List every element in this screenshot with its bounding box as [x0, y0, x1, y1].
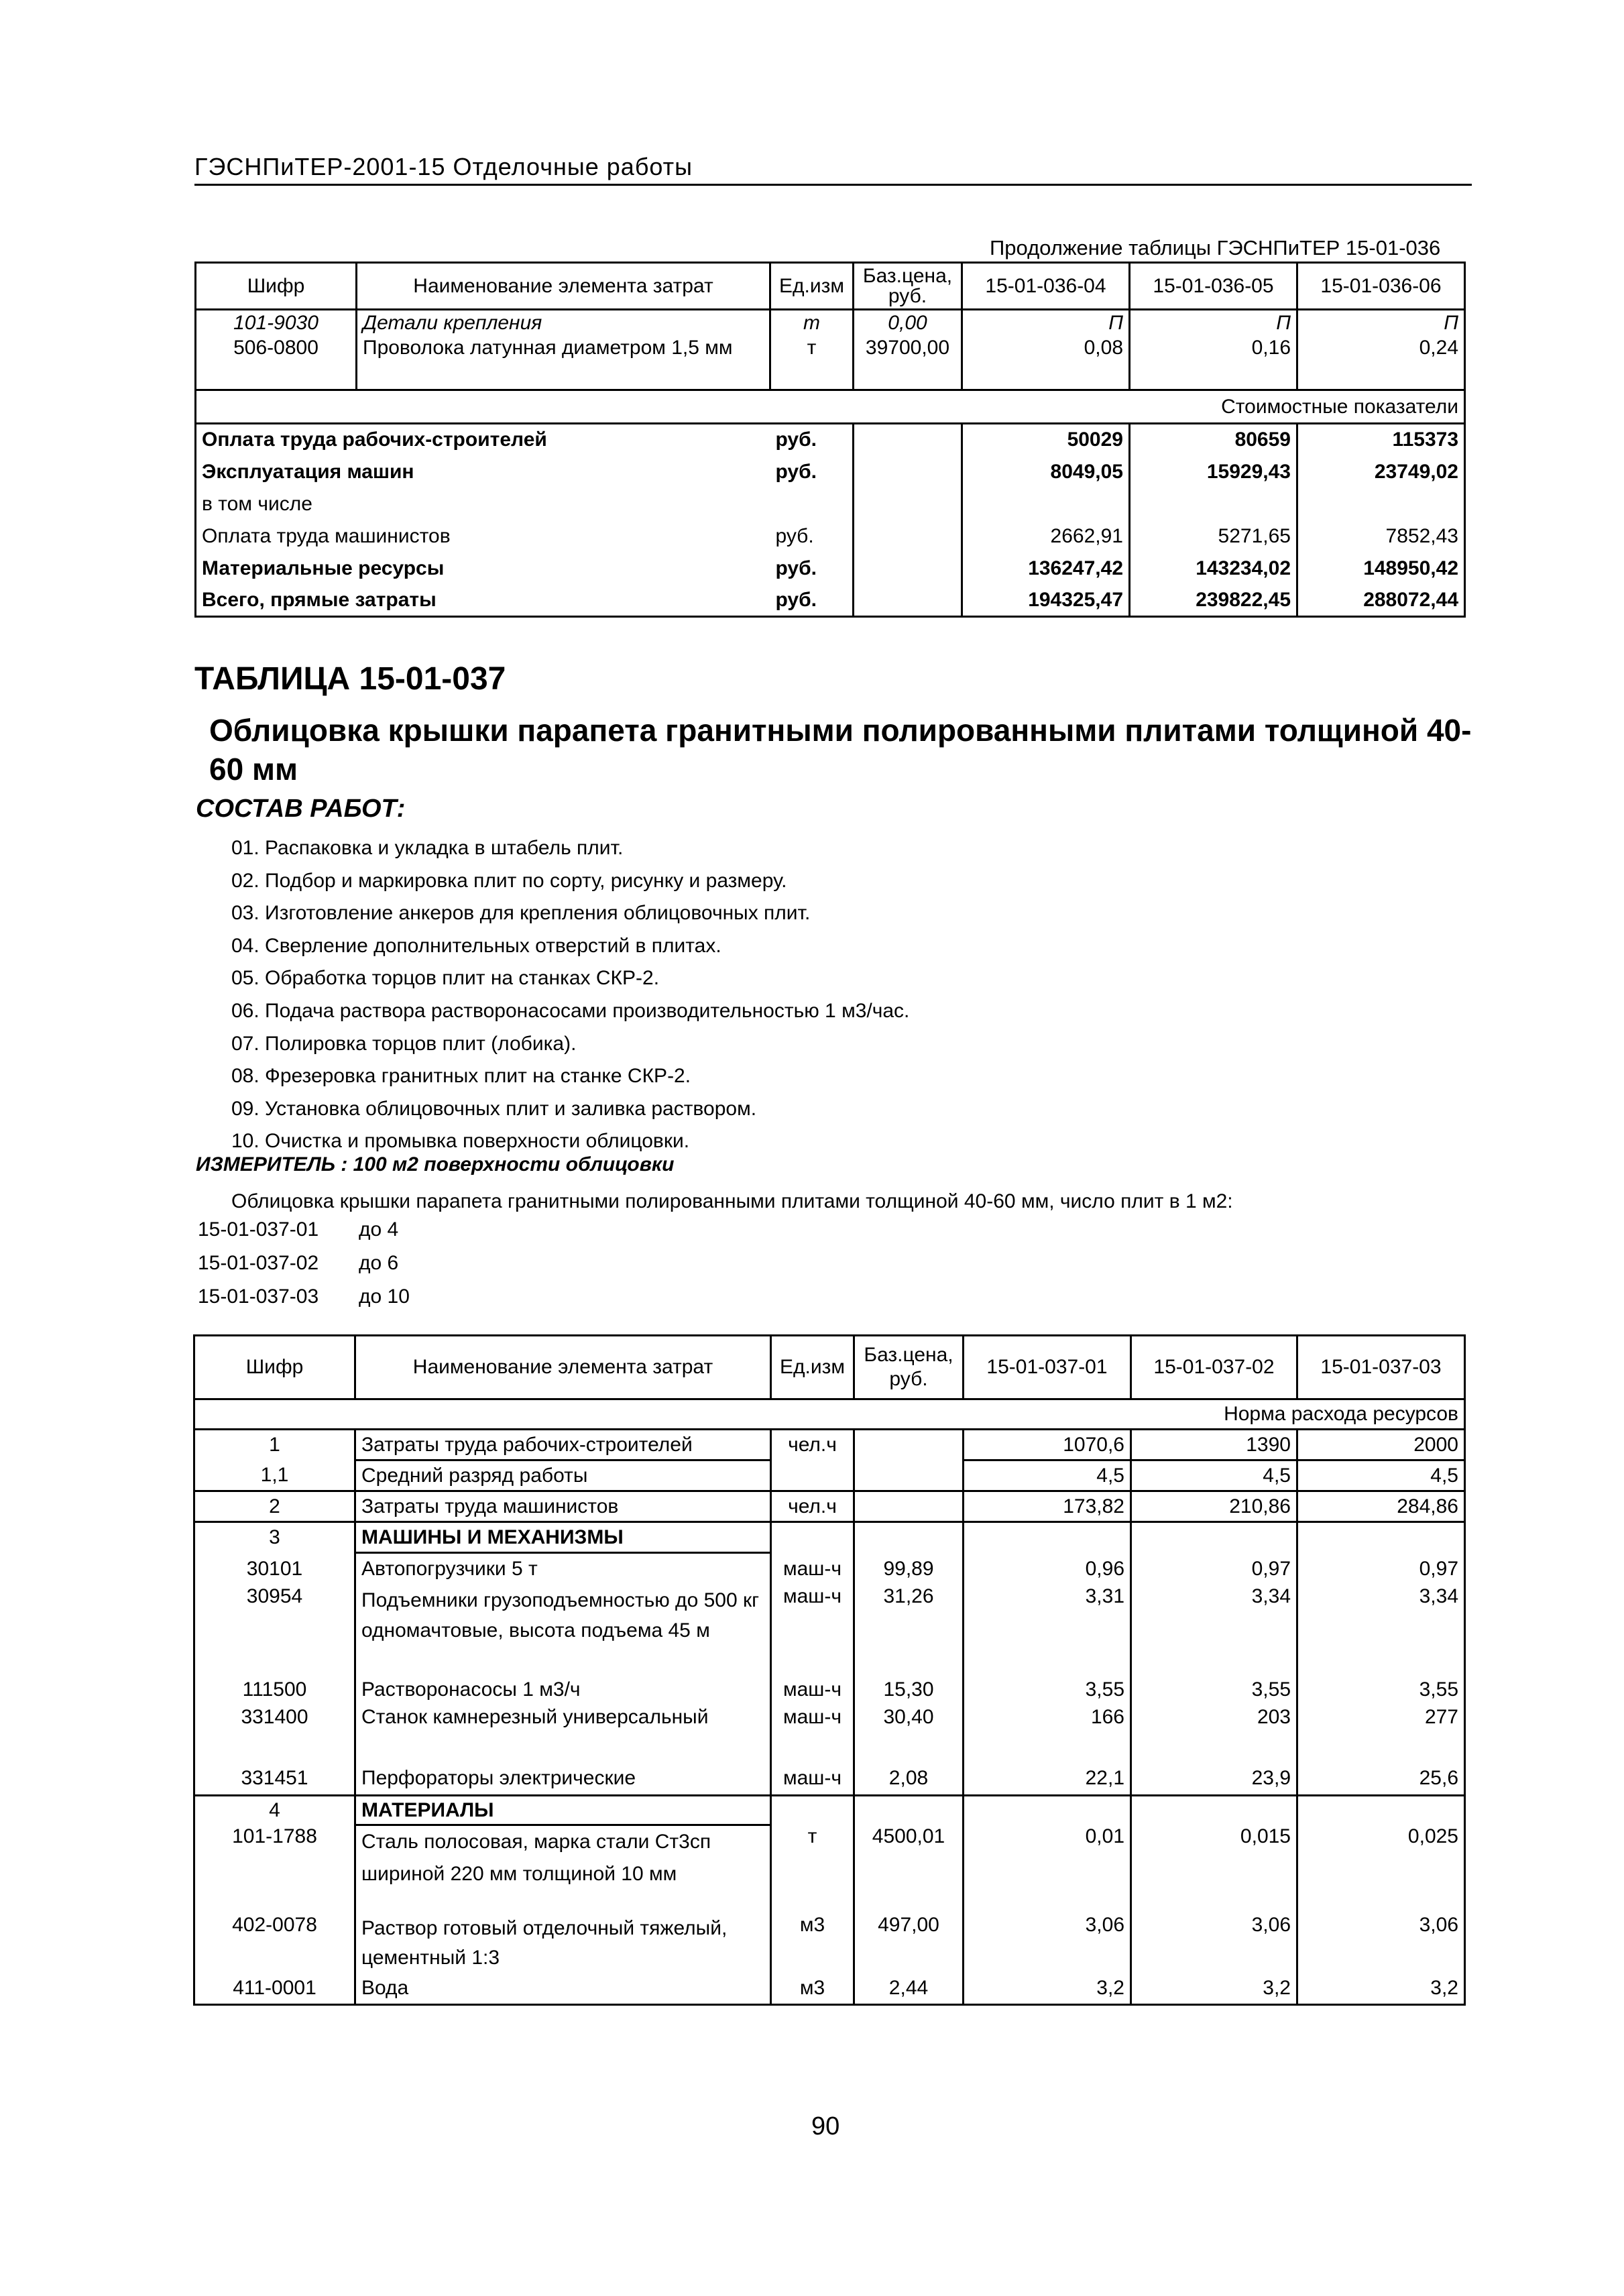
work-composition-label: СОСТАВ РАБОТ: [196, 795, 406, 823]
resource-name: Детали крепления [357, 310, 770, 337]
cost-name: в том числе [196, 488, 770, 520]
resource-unit: маш-ч [771, 1674, 854, 1706]
resource-name: Вода [355, 1973, 771, 2005]
resource-name: Затраты труда рабочих-строителей [355, 1430, 771, 1460]
resource-code: 331400 [194, 1706, 355, 1762]
list-item: 04. Сверление дополнительных отверстий в плитах. [231, 934, 721, 957]
resource-code: 30954 [194, 1585, 355, 1674]
resource-unit [771, 1796, 854, 1825]
cost-header-row [196, 390, 1465, 424]
section-row [194, 1522, 1465, 1553]
variant-code: 15-01-037-01 [198, 1218, 319, 1241]
value-variant-2: 0,015 [1131, 1825, 1297, 1914]
table-header-row [196, 263, 1465, 310]
resource-unit: маш-ч [771, 1762, 854, 1796]
cost-row [196, 456, 1465, 488]
cost-name: Эксплуатация машин [196, 456, 770, 488]
variant-value: до 10 [359, 1285, 410, 1308]
table-row [194, 1973, 1465, 2005]
col-header-price: Баз.цена, руб. [854, 1336, 964, 1399]
value-variant-1 [964, 1522, 1131, 1553]
value-variant-2 [1131, 1522, 1297, 1553]
value-variant-2: 4,5 [1131, 1460, 1297, 1491]
list-item [198, 1215, 410, 1249]
table-row [194, 1914, 1465, 1973]
resource-price [854, 1430, 964, 1460]
list-item: 06. Подача раствора растворонасосами производительностью 1 м3/час. [231, 999, 910, 1022]
resource-name: Станок камнерезный универсальный [355, 1706, 771, 1762]
table-15-01-037 [193, 1334, 1466, 2006]
value-variant-1: 0,01 [964, 1825, 1131, 1914]
col-header-variant-1: 15-01-037-01 [964, 1336, 1131, 1399]
col-header-variant-1: 15-01-036-04 [962, 263, 1130, 310]
table-row [194, 1674, 1465, 1706]
norm-header-row [194, 1399, 1465, 1430]
table-row [194, 1460, 1465, 1491]
header-rule [194, 184, 1472, 186]
value-variant-1 [964, 1796, 1131, 1825]
cost-unit: руб. [770, 456, 854, 488]
cost-value-2 [1130, 488, 1297, 520]
section-code: 3 [194, 1522, 355, 1553]
value-variant-2: 210,86 [1131, 1491, 1297, 1522]
value-variant-3: 25,6 [1297, 1762, 1465, 1796]
list-item: 02. Подбор и маркировка плит по сорту, рисунку и размеру. [231, 869, 787, 892]
col-header-variant-2: 15-01-036-05 [1130, 263, 1297, 310]
resource-code: 402-0078 [194, 1914, 355, 1973]
resource-code: 1,1 [194, 1460, 355, 1491]
page-number: 90 [811, 2112, 840, 2140]
resource-name: Растворонасосы 1 м3/ч [355, 1674, 771, 1706]
list-item: 10. Очистка и промывка поверхности облицовки. [231, 1130, 690, 1153]
value-variant-3: 4,5 [1297, 1460, 1465, 1491]
value-variant-2: 3,2 [1131, 1973, 1297, 2005]
col-header-variant-2: 15-01-037-02 [1131, 1336, 1297, 1399]
resource-name: Автопогрузчики 5 т [355, 1553, 771, 1585]
value-variant-2: 3,06 [1131, 1914, 1297, 1973]
cost-row [196, 585, 1465, 617]
resource-price: 30,40 [854, 1706, 964, 1762]
resource-code: 1 [194, 1430, 355, 1460]
value-variant-2: 0,97 [1131, 1553, 1297, 1585]
cost-value-3: 288072,44 [1297, 585, 1465, 617]
cost-name: Оплата труда рабочих-строителей [196, 424, 770, 456]
cost-value-2: 239822,45 [1130, 585, 1297, 617]
table-row [194, 1762, 1465, 1796]
resource-price [854, 1522, 964, 1553]
resource-name: Подъемники грузоподъемностью до 500 кг одномачтовые, высота подъема 45 м [355, 1585, 771, 1674]
resource-code: 101-1788 [194, 1825, 355, 1914]
value-variant-1: 4,5 [964, 1460, 1131, 1491]
variant-code: 15-01-037-02 [198, 1252, 319, 1274]
cost-value-1: 8049,05 [962, 456, 1130, 488]
value-variant-3: 3,55 [1297, 1674, 1465, 1706]
resource-price: 4500,01 [854, 1825, 964, 1914]
value-variant-2: 0,16 [1130, 337, 1297, 390]
table-row [194, 1825, 1465, 1914]
cost-value-2: 5271,65 [1130, 520, 1297, 553]
cost-value-3: 7852,43 [1297, 520, 1465, 553]
resource-code: 331451 [194, 1762, 355, 1796]
value-variant-2: 3,55 [1131, 1674, 1297, 1706]
section-code: 4 [194, 1796, 355, 1825]
value-variant-3 [1297, 1796, 1465, 1825]
resource-price: 2,44 [854, 1973, 964, 2005]
cost-value-1: 136247,42 [962, 553, 1130, 585]
running-header: ГЭСНПиТЕР-2001-15 Отделочные работы [194, 153, 693, 180]
resource-unit: маш-ч [771, 1706, 854, 1762]
list-item: 09. Установка облицовочных плит и заливка раствором. [231, 1097, 757, 1120]
table-row [194, 1491, 1465, 1522]
resource-price: 39700,00 [854, 337, 962, 390]
variant-value: до 6 [359, 1252, 399, 1274]
value-variant-1: 22,1 [964, 1762, 1131, 1796]
table-row [194, 1585, 1465, 1674]
resource-unit: м3 [771, 1973, 854, 2005]
value-variant-3: 2000 [1297, 1430, 1465, 1460]
list-item: 08. Фрезеровка гранитных плит на станке СКР-2. [231, 1065, 691, 1088]
resource-code: 101-9030 [196, 310, 357, 337]
col-header-code: Шифр [196, 263, 357, 310]
cost-value-2: 15929,43 [1130, 456, 1297, 488]
cost-value-3: 23749,02 [1297, 456, 1465, 488]
value-variant-2: 3,34 [1131, 1585, 1297, 1674]
value-variant-3: П [1297, 310, 1465, 337]
cost-value-2: 143234,02 [1130, 553, 1297, 585]
resource-unit: чел.ч [771, 1491, 854, 1522]
value-variant-1: 173,82 [964, 1491, 1131, 1522]
cost-name: Всего, прямые затраты [196, 585, 770, 617]
resource-code: 411-0001 [194, 1973, 355, 2005]
table-continuation-caption: Продолжение таблицы ГЭСНПиТЕР 15-01-036 [990, 236, 1441, 260]
value-variant-3: 277 [1297, 1706, 1465, 1762]
list-item: 07. Полировка торцов плит (лобика). [231, 1032, 577, 1055]
resource-unit: чел.ч [771, 1430, 854, 1460]
resource-price: 2,08 [854, 1762, 964, 1796]
col-header-price: Баз.цена, руб. [854, 263, 962, 310]
table-header-row [194, 1336, 1465, 1399]
resource-unit: маш-ч [771, 1553, 854, 1585]
cost-value-1 [962, 488, 1130, 520]
list-item [198, 1282, 410, 1316]
measure-unit: ИЗМЕРИТЕЛЬ : 100 м2 поверхности облицовки [196, 1153, 675, 1175]
cost-value-1: 194325,47 [962, 585, 1130, 617]
cost-row [196, 488, 1465, 520]
value-variant-1: 166 [964, 1706, 1131, 1762]
cost-indicators-header: Стоимостные показатели [196, 390, 1465, 424]
value-variant-3: 284,86 [1297, 1491, 1465, 1522]
list-item: 01. Распаковка и укладка в штабель плит. [231, 837, 624, 859]
resource-name: Затраты труда машинистов [355, 1491, 771, 1522]
cost-row [196, 424, 1465, 456]
value-variant-1: 3,06 [964, 1914, 1131, 1973]
resource-norm-header: Норма расхода ресурсов [194, 1399, 1465, 1430]
section-row [194, 1796, 1465, 1825]
value-variant-1: 3,55 [964, 1674, 1131, 1706]
value-variant-2: 23,9 [1131, 1762, 1297, 1796]
resource-price: 99,89 [854, 1553, 964, 1585]
value-variant-2: 1390 [1131, 1430, 1297, 1460]
section-name: МАШИНЫ И МЕХАНИЗМЫ [355, 1522, 771, 1553]
resource-name: Средний разряд работы [355, 1460, 771, 1491]
resource-unit: т [770, 310, 854, 337]
value-variant-3: 0,97 [1297, 1553, 1465, 1585]
resource-code: 506-0800 [196, 337, 357, 390]
cost-name: Оплата труда машинистов [196, 520, 770, 553]
variant-code: 15-01-037-03 [198, 1285, 319, 1308]
resource-code: 30101 [194, 1553, 355, 1585]
list-item: 03. Изготовление анкеров для крепления облицовочных плит. [231, 902, 811, 925]
col-header-variant-3: 15-01-036-06 [1297, 263, 1465, 310]
variant-value: до 4 [359, 1218, 399, 1241]
table-15-01-036-continuation [194, 262, 1466, 618]
table-row [196, 337, 1465, 390]
cost-unit [770, 488, 854, 520]
table-subtitle: Облицовка крышки парапета гранитными полированными плитами толщиной 40-60 мм [209, 713, 1472, 787]
resource-price [854, 1796, 964, 1825]
cost-row [196, 553, 1465, 585]
work-steps-list [231, 835, 909, 1161]
cost-row [196, 520, 1465, 553]
resource-price [854, 1460, 964, 1491]
cost-value-1: 50029 [962, 424, 1130, 456]
resource-price [854, 1491, 964, 1522]
col-header-name: Наименование элемента затрат [357, 263, 770, 310]
col-header-unit: Ед.изм [771, 1336, 854, 1399]
value-variant-1: 3,31 [964, 1585, 1131, 1674]
value-variant-3: 3,06 [1297, 1914, 1465, 1973]
resource-price: 31,26 [854, 1585, 964, 1674]
resource-unit: т [771, 1825, 854, 1914]
value-variant-1: 3,2 [964, 1973, 1131, 2005]
measure-description: Облицовка крышки парапета гранитными полированными плитами толщиной 40-60 мм, число плит в 1 м2: [231, 1190, 1233, 1212]
table-row [194, 1553, 1465, 1585]
resource-name: Проволока латунная диаметром 1,5 мм [357, 337, 770, 390]
cost-unit: руб. [770, 553, 854, 585]
col-header-unit: Ед.изм [770, 263, 854, 310]
value-variant-1: П [962, 310, 1130, 337]
list-item: 05. Обработка торцов плит на станках СКР-2. [231, 967, 660, 990]
col-header-variant-3: 15-01-037-03 [1297, 1336, 1465, 1399]
value-variant-3: 3,2 [1297, 1973, 1465, 2005]
resource-unit: маш-ч [771, 1585, 854, 1674]
table-row [194, 1430, 1465, 1460]
list-item [198, 1249, 410, 1282]
col-header-code: Шифр [194, 1336, 355, 1399]
value-variant-1: 0,96 [964, 1553, 1131, 1585]
value-variant-1: 1070,6 [964, 1430, 1131, 1460]
value-variant-3: 0,025 [1297, 1825, 1465, 1914]
cost-value-3 [1297, 488, 1465, 520]
resource-unit: т [770, 337, 854, 390]
resource-name: Раствор готовый отделочный тяжелый, цементный 1:3 [355, 1914, 771, 1973]
cost-value-1: 2662,91 [962, 520, 1130, 553]
resource-price: 15,30 [854, 1674, 964, 1706]
value-variant-1: 0,08 [962, 337, 1130, 390]
resource-name: Перфораторы электрические [355, 1762, 771, 1796]
value-variant-3 [1297, 1522, 1465, 1553]
cost-value-2: 80659 [1130, 424, 1297, 456]
value-variant-3: 0,24 [1297, 337, 1465, 390]
cost-value-3: 115373 [1297, 424, 1465, 456]
resource-unit [771, 1522, 854, 1553]
cost-unit: руб. [770, 585, 854, 617]
resource-code: 111500 [194, 1674, 355, 1706]
section-name: МАТЕРИАЛЫ [355, 1796, 771, 1825]
resource-price: 497,00 [854, 1914, 964, 1973]
resource-code: 2 [194, 1491, 355, 1522]
value-variant-2: П [1130, 310, 1297, 337]
value-variant-3: 3,34 [1297, 1585, 1465, 1674]
table-title: ТАБЛИЦА 15-01-037 [194, 661, 506, 697]
table-row [196, 310, 1465, 337]
cost-name: Материальные ресурсы [196, 553, 770, 585]
cost-unit: руб. [770, 424, 854, 456]
resource-name: Сталь полосовая, марка стали Ст3сп шириной 220 мм толщиной 10 мм [355, 1825, 771, 1914]
value-variant-2: 203 [1131, 1706, 1297, 1762]
resource-unit: м3 [771, 1914, 854, 1973]
resource-unit [771, 1460, 854, 1491]
value-variant-2 [1131, 1796, 1297, 1825]
resource-price: 0,00 [854, 310, 962, 337]
cost-value-3: 148950,42 [1297, 553, 1465, 585]
table-row [194, 1706, 1465, 1762]
col-header-name: Наименование элемента затрат [355, 1336, 771, 1399]
cost-unit: руб. [770, 520, 854, 553]
variants-list [198, 1215, 410, 1316]
